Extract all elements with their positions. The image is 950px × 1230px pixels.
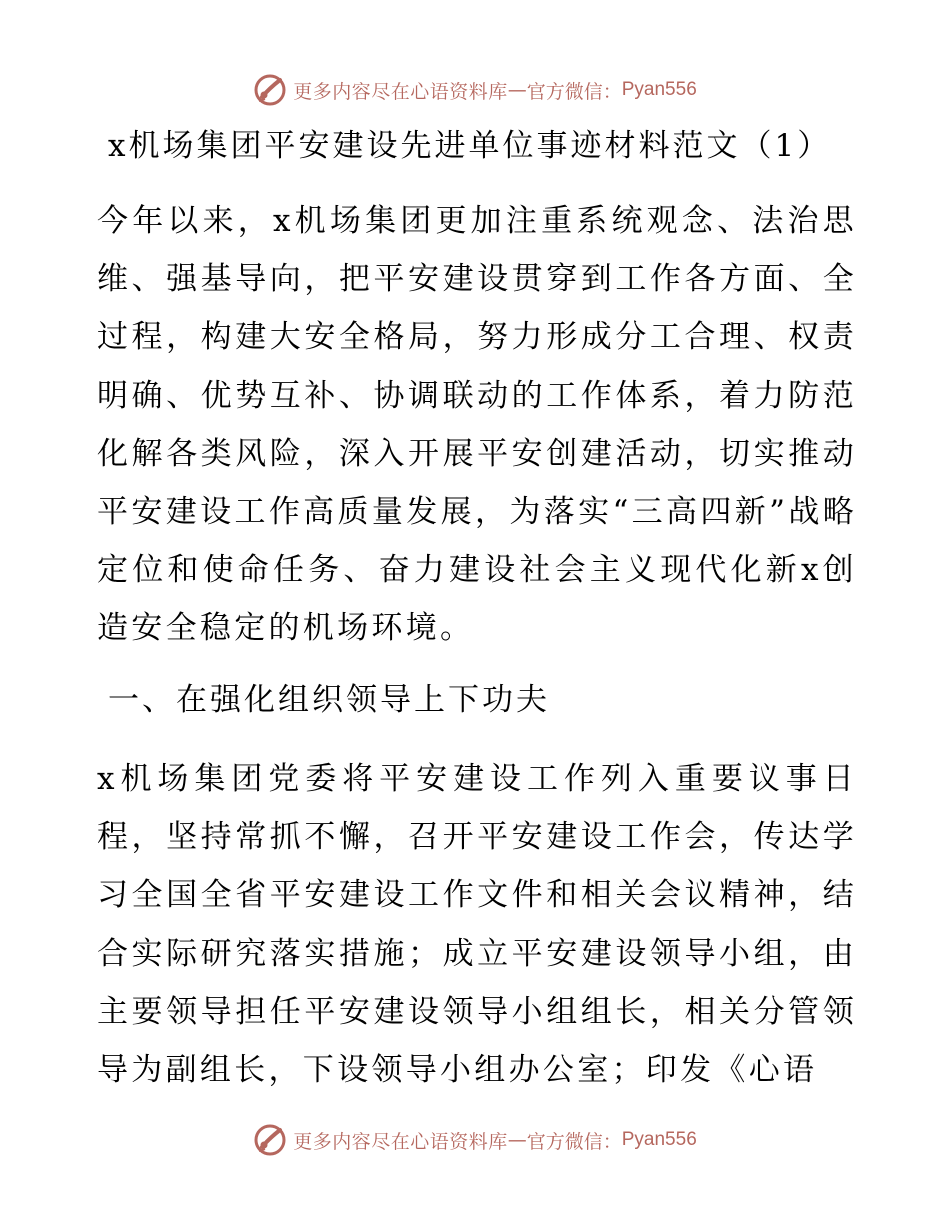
header-watermark [0,70,950,110]
section-1-heading: 一、在强化组织领导上下功夫 [108,682,550,718]
document-title: x机场集团平安建设先进单位事迹材料范文（1） [108,128,832,164]
section-1-paragraph: x机场集团党委将平安建设工作列入重要议事日程，坚持常抓不懈，召开平安建设工作会，传达学习全国全省平安建设工作文件和相关会议精神，结合实际研究落实措施；成立平安建设领导小组，由主要领导担任平安建设领导小组组长，相关分管领导为副组长，下设领导小组办公室；印发《心语 [97,761,857,1089]
watermark-main-text: 更多内容尽在心语资料库 [293,1130,508,1153]
watermark-separator: — [507,1129,527,1151]
watermark-official-label: 官方微信： [526,80,622,103]
watermark-main-text: 更多内容尽在心语资料库 [293,80,508,103]
ink-brush-logo-icon [253,73,287,107]
footer-watermark [0,1120,950,1160]
watermark-official-label: 官方微信： [526,1130,622,1153]
intro-paragraph: 今年以来，x机场集团更加注重系统观念、法治思维、强基导向，把平安建设贯穿到工作各方面、全过程，构建大安全格局，努力形成分工合理、权责明确、优势互补、协调联动的工作体系，着力防范化解各类风险，深入开展平安创建活动，切实推动平安建设工作高质量发展，为落实“三高四新”战略定位和使命任务、奋力建设社会主义现代化新x创造安全稳定的机场环境。 [97,203,857,647]
watermark-wechat-id: Pyan556 [621,1129,697,1150]
watermark-separator: — [507,79,527,101]
watermark-wechat-id: Pyan556 [621,79,697,100]
ink-brush-logo-icon [253,1123,287,1157]
